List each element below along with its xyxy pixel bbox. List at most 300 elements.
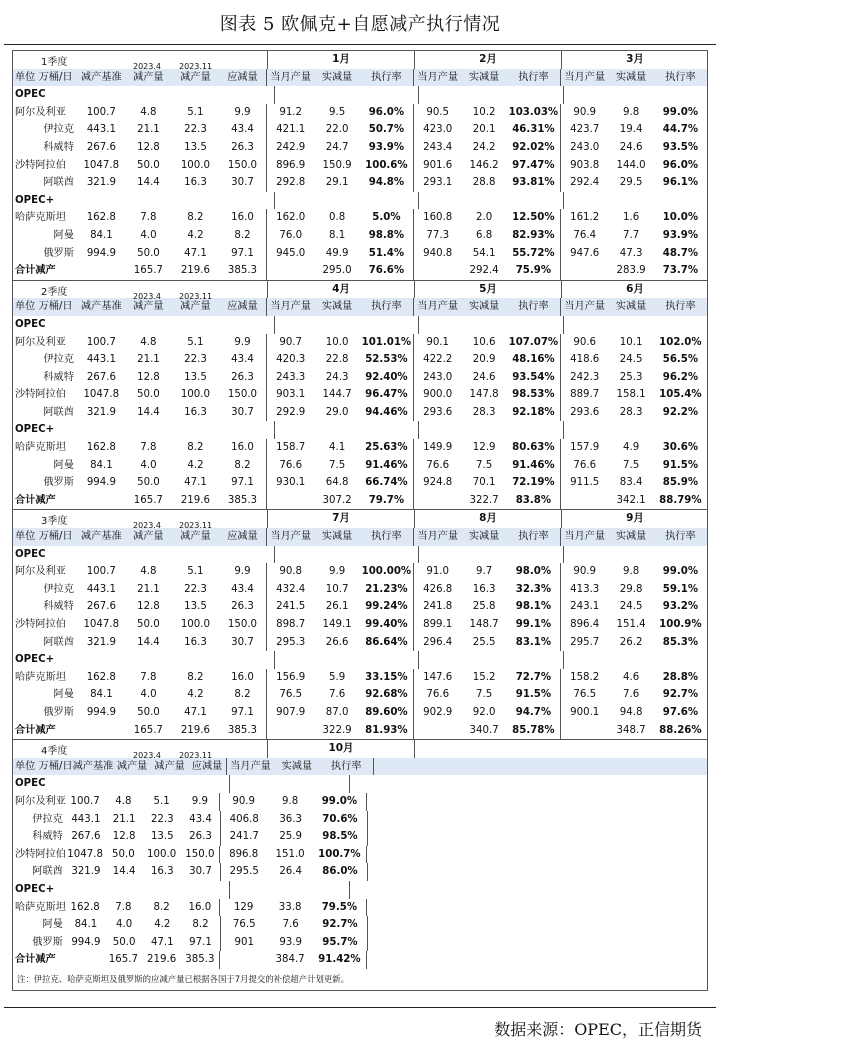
rate-value: 99.0%	[662, 566, 699, 578]
cut-2023-4-value: 7.8	[140, 442, 157, 454]
cut-2023-11-value: 13.5	[150, 831, 174, 843]
month-col-group	[274, 421, 418, 439]
section-label: OPEC	[15, 548, 46, 560]
rate-value: 72.7%	[515, 671, 552, 683]
actual-cut-value: 15.2	[472, 671, 496, 683]
month-label: 3月	[561, 51, 708, 69]
rate-value: 48.7%	[662, 247, 699, 259]
rate-value: 91.46%	[512, 459, 555, 471]
production-value: 406.8	[229, 813, 259, 825]
actual-cut-value: 7.5	[476, 689, 493, 701]
table-row	[13, 351, 707, 369]
blank-cell	[561, 722, 608, 740]
empty-area	[373, 758, 707, 776]
actual-cut-value: 24.5	[619, 601, 643, 613]
col-rate: 执行率	[518, 71, 549, 83]
actual-cut-value: 2.0	[475, 212, 493, 224]
cut-2023-4-value: 50.0	[137, 247, 160, 259]
actual-cut-value: 25.5	[472, 636, 496, 648]
production-value: 903.1	[276, 389, 306, 401]
month-col-group	[413, 598, 560, 616]
col-production: 当月产量	[564, 301, 606, 313]
due-value: 43.4	[231, 354, 254, 366]
month-col-group	[560, 298, 707, 316]
production-value: 889.7	[570, 389, 600, 401]
blank-cell	[220, 951, 267, 969]
blank-cell	[414, 722, 461, 740]
base-value: 994.9	[86, 247, 116, 259]
total-label: 合计减产	[15, 494, 56, 506]
col-production: 当月产量	[564, 531, 606, 543]
col-cut-2023-11: 减产量	[154, 760, 185, 772]
production-value: 157.9	[570, 442, 600, 454]
month-col-group	[266, 121, 413, 139]
month-col-group	[274, 651, 418, 669]
col-base: 减产基准	[80, 531, 122, 543]
month-col-group	[560, 245, 707, 263]
cut-2023-11-value: 4.2	[154, 919, 171, 931]
table-row	[13, 474, 707, 492]
due-value: 97.1	[231, 477, 254, 489]
actual-cut-value: 150.9	[322, 159, 352, 171]
month-col-group	[418, 651, 562, 669]
blank-cell	[80, 546, 129, 564]
month-col-group	[413, 634, 560, 652]
due-value: 16.0	[231, 442, 254, 454]
section-label: OPEC	[15, 89, 46, 101]
total-rate: 76.6%	[368, 265, 405, 277]
cut-2023-4-value: 50.0	[112, 848, 135, 860]
due-value: 8.2	[234, 229, 251, 241]
total-label: 合计减产	[15, 265, 56, 277]
country-name: 阿尔及利亚	[15, 566, 66, 578]
actual-cut-value: 7.6	[623, 689, 640, 701]
quarter-block	[12, 280, 708, 510]
production-value: 77.3	[426, 229, 450, 241]
rate-value: 107.07%	[508, 336, 559, 348]
total-rate: 79.7%	[368, 494, 405, 506]
col-due: 应减量	[227, 531, 258, 543]
actual-cut-value: 7.7	[623, 229, 640, 241]
cut-2023-11-value: 100.0	[180, 389, 210, 401]
blank-cell	[128, 651, 177, 669]
column-header-row	[13, 298, 707, 316]
due-value: 97.1	[231, 247, 254, 259]
empty-area	[366, 793, 707, 811]
month-col-group	[219, 846, 366, 864]
rate-value: 96.47%	[365, 389, 408, 401]
month-col-group	[266, 457, 413, 475]
actual-cut-value: 4.9	[622, 442, 640, 454]
quarter-header-row	[13, 510, 707, 531]
month-col-group	[274, 546, 418, 564]
cut-2023-4-value: 4.8	[115, 795, 132, 807]
col-rate: 执行率	[665, 71, 696, 83]
base-value: 84.1	[90, 229, 113, 241]
section-label: OPEC+	[15, 194, 55, 206]
empty-area	[414, 740, 855, 758]
due-value: 150.0	[185, 848, 215, 860]
col-production: 当月产量	[417, 71, 459, 83]
month-col-group	[560, 563, 707, 581]
month-col-group	[274, 316, 418, 334]
empty-area	[367, 934, 707, 952]
month-col-group	[560, 369, 707, 387]
due-value: 9.9	[234, 336, 251, 348]
month-col-group	[413, 121, 560, 139]
blank-cell	[226, 86, 275, 104]
col-cut-2023-4: 减产量	[133, 301, 164, 313]
production-value: 76.6	[573, 459, 597, 471]
actual-cut-value: 29.1	[325, 177, 349, 189]
table-row	[13, 669, 707, 687]
rate-value: 83.1%	[515, 636, 552, 648]
production-value: 930.1	[276, 477, 306, 489]
month-col-group	[266, 528, 413, 546]
rate-value: 102.0%	[659, 336, 702, 348]
total-label: 合计减产	[15, 954, 56, 966]
base-value: 994.9	[86, 477, 116, 489]
total-rate: 91.42%	[318, 954, 361, 966]
month-col-group	[413, 457, 560, 475]
table-row	[13, 811, 707, 829]
rate-value: 93.9%	[662, 229, 699, 241]
rate-value: 95.7%	[322, 936, 358, 948]
production-value: 91.2	[279, 106, 303, 118]
due-value: 9.9	[234, 106, 251, 118]
rate-value: 97.6%	[662, 706, 699, 718]
total-cut-2023-11: 219.6	[180, 494, 210, 506]
actual-cut-value: 26.1	[325, 601, 349, 613]
production-value: 90.6	[573, 336, 597, 348]
month-label: 10月	[267, 740, 414, 758]
month-col-group	[560, 686, 707, 704]
rate-value: 86.64%	[365, 636, 408, 648]
total-row	[13, 722, 707, 740]
table-row	[13, 457, 707, 475]
cut-2023-4-value: 4.0	[140, 459, 157, 471]
actual-cut-value: 10.6	[472, 336, 496, 348]
due-value: 8.2	[234, 689, 251, 701]
quarter-block	[12, 50, 708, 280]
month-col-group	[266, 351, 413, 369]
cut-2023-11-value: 8.2	[153, 901, 170, 913]
rate-value: 50.7%	[368, 124, 405, 136]
rate-value: 56.5%	[662, 354, 699, 366]
production-value: 129	[233, 901, 254, 913]
cut-2023-11-value: 100.0	[180, 159, 210, 171]
month-col-group	[413, 227, 560, 245]
rate-value: 30.6%	[662, 442, 699, 454]
production-value: 295.5	[229, 866, 259, 878]
col-rate: 执行率	[518, 301, 549, 313]
col-production: 当月产量	[417, 531, 459, 543]
total-row	[13, 951, 707, 969]
due-value: 26.3	[231, 601, 254, 613]
total-rate: 88.26%	[659, 724, 702, 736]
month-col-group	[266, 563, 413, 581]
total-cut-2023-4: 165.7	[108, 954, 138, 966]
col-rate: 执行率	[371, 531, 402, 543]
country-name: 阿曼	[53, 689, 74, 701]
blank-cell	[69, 881, 109, 899]
col-production: 当月产量	[270, 301, 312, 313]
col-due: 应减量	[227, 71, 258, 83]
production-value: 296.4	[423, 636, 453, 648]
table-row	[13, 916, 707, 934]
total-actual-cut: 283.9	[616, 265, 646, 277]
base-value: 267.6	[71, 831, 101, 843]
table-row	[13, 899, 707, 917]
col-actual-cut: 实减量	[615, 531, 647, 543]
production-value: 903.8	[570, 159, 600, 171]
month-col-group	[560, 616, 707, 634]
production-value: 418.6	[570, 354, 600, 366]
production-value: 90.5	[426, 106, 450, 118]
month-col-group	[563, 192, 707, 210]
empty-area	[367, 828, 707, 846]
due-value: 150.0	[227, 619, 258, 630]
total-cut-2023-11: 219.6	[180, 265, 210, 277]
base-value: 84.1	[90, 689, 113, 701]
base-value: 162.8	[86, 212, 116, 224]
col-rate: 执行率	[371, 71, 402, 83]
month-col-group	[219, 793, 366, 811]
month-col-group	[560, 581, 707, 599]
country-name: 科威特	[43, 601, 74, 613]
base-value: 321.9	[86, 636, 116, 648]
production-value: 924.8	[423, 477, 453, 489]
rate-value: 97.47%	[512, 159, 555, 171]
actual-cut-value: 158.1	[616, 389, 646, 401]
cut-2023-11-value: 22.3	[150, 813, 174, 825]
month-col-group	[413, 262, 560, 280]
actual-cut-value: 24.5	[619, 354, 643, 366]
month-col-group	[560, 121, 707, 139]
due-value: 16.0	[188, 901, 212, 913]
blank-cell	[177, 86, 226, 104]
country-name: 阿尔及利亚	[15, 106, 66, 118]
col-actual-cut: 实减量	[615, 301, 647, 313]
month-headers	[267, 281, 708, 299]
month-col-group	[220, 916, 367, 934]
section-row	[13, 86, 707, 104]
table-row	[13, 121, 707, 139]
cut-2023-4-value: 7.8	[140, 671, 157, 683]
month-col-group	[266, 404, 413, 422]
month-col-group	[413, 474, 560, 492]
rate-value: 92.2%	[662, 406, 699, 418]
actual-cut-value: 151.4	[616, 619, 646, 630]
col-rate: 执行率	[665, 301, 696, 313]
rate-value: 103.03%	[508, 106, 559, 118]
col-base: 减产基准	[72, 760, 114, 772]
cut-2023-11-value: 16.3	[184, 406, 207, 418]
month-col-group	[274, 192, 418, 210]
total-actual-cut: 384.7	[275, 954, 305, 966]
quarter-header-row	[13, 51, 707, 69]
country-name: 阿曼	[53, 459, 74, 471]
actual-cut-value: 22.8	[325, 354, 349, 366]
month-col-group	[560, 439, 707, 457]
base-value: 267.6	[86, 141, 116, 153]
blank-cell	[226, 651, 275, 669]
month-col-group	[560, 474, 707, 492]
empty-area	[367, 811, 707, 829]
production-value: 947.6	[570, 247, 600, 259]
unit-label: 单位 万桶/日	[15, 760, 73, 772]
rate-value: 93.54%	[512, 371, 555, 383]
month-col-group	[560, 598, 707, 616]
cut-2023-11-value: 13.5	[184, 141, 207, 153]
actual-cut-value: 20.9	[472, 354, 496, 366]
country-name: 哈萨克斯坦	[15, 671, 66, 683]
production-value: 896.8	[229, 848, 259, 860]
actual-cut-value: 149.1	[322, 619, 352, 630]
production-value: 76.6	[426, 689, 450, 701]
cut-2023-11-value: 100.0	[180, 619, 210, 630]
base-value: 267.6	[86, 601, 116, 613]
month-col-group	[560, 174, 707, 192]
blank-cell	[177, 421, 226, 439]
actual-cut-value: 70.1	[472, 477, 496, 489]
actual-cut-value: 25.8	[472, 601, 496, 613]
due-value: 26.3	[231, 141, 254, 153]
col-cut-2023-4: 减产量	[133, 71, 164, 83]
country-name: 科威特	[43, 141, 74, 153]
base-value: 321.9	[86, 406, 116, 418]
month-col-group	[563, 421, 707, 439]
section-row	[13, 192, 707, 210]
actual-cut-value: 9.9	[328, 566, 346, 578]
actual-cut-value: 64.8	[325, 477, 349, 489]
production-value: 421.1	[276, 124, 306, 136]
base-value: 84.1	[90, 459, 113, 471]
rate-value: 93.2%	[662, 601, 699, 613]
actual-cut-value: 7.5	[329, 459, 346, 471]
section-row	[13, 775, 707, 793]
section-row	[13, 316, 707, 334]
month-col-group	[560, 386, 707, 404]
month-headers	[267, 740, 855, 758]
blank-cell	[66, 951, 104, 969]
month-col-group	[413, 298, 560, 316]
due-value: 8.2	[192, 919, 209, 931]
month-col-group	[266, 686, 413, 704]
cut-2023-4-value: 14.4	[137, 177, 160, 189]
rate-value: 100.7%	[318, 848, 361, 860]
rate-value: 99.24%	[365, 601, 408, 613]
actual-cut-value: 93.9	[279, 936, 303, 948]
country-name: 哈萨克斯坦	[15, 212, 66, 224]
col-due: 应减量	[227, 301, 258, 313]
total-cut-2023-4: 165.7	[133, 494, 163, 506]
month-col-group	[413, 245, 560, 263]
title-rule	[4, 44, 716, 45]
table-row	[13, 227, 707, 245]
due-value: 150.0	[227, 389, 258, 401]
total-actual-cut: 342.1	[616, 494, 646, 506]
month-col-group	[220, 828, 367, 846]
country-name: 俄罗斯	[43, 247, 74, 259]
col-actual-cut: 实减量	[321, 301, 353, 313]
month-col-group	[266, 598, 413, 616]
production-value: 901	[234, 936, 254, 948]
total-actual-cut: 322.9	[322, 724, 352, 736]
month-col-group	[560, 262, 707, 280]
cut-2023-4-value: 12.8	[112, 831, 136, 843]
actual-cut-value: 144.0	[616, 159, 646, 171]
due-value: 26.3	[189, 831, 212, 843]
date-label: 2023.4	[133, 521, 161, 531]
table-row	[13, 386, 707, 404]
month-col-group	[220, 811, 367, 829]
blank-cell	[80, 316, 129, 334]
production-value: 426.8	[423, 583, 453, 595]
actual-cut-value: 26.2	[619, 636, 643, 648]
table-row	[13, 404, 707, 422]
rate-value: 94.7%	[515, 706, 552, 718]
production-value: 90.1	[426, 336, 450, 348]
rate-value: 91.5%	[515, 689, 552, 701]
actual-cut-value: 12.9	[472, 442, 496, 454]
cut-2023-11-value: 16.3	[150, 866, 174, 878]
production-value: 241.8	[423, 601, 453, 613]
section-row	[13, 651, 707, 669]
quarter-label: 2季度	[41, 286, 68, 298]
actual-cut-value: 24.3	[325, 371, 349, 383]
cut-2023-4-value: 50.0	[137, 389, 160, 401]
empty-area	[366, 951, 707, 969]
actual-cut-value: 24.2	[472, 141, 496, 153]
rate-value: 98.1%	[515, 601, 552, 613]
actual-cut-value: 10.0	[325, 336, 349, 348]
actual-cut-value: 24.6	[472, 371, 496, 383]
empty-area	[349, 775, 707, 793]
production-value: 900.0	[423, 389, 453, 401]
cut-2023-11-value: 16.3	[184, 177, 207, 189]
actual-cut-value: 19.4	[619, 124, 643, 136]
actual-cut-value: 148.7	[469, 619, 499, 630]
production-value: 420.3	[276, 354, 306, 366]
date-label: 2023.4	[133, 62, 161, 71]
rate-value: 100.00%	[361, 566, 412, 578]
due-value: 8.2	[234, 459, 251, 471]
actual-cut-value: 26.4	[279, 866, 303, 878]
section-row	[13, 421, 707, 439]
actual-cut-value: 147.8	[469, 389, 499, 401]
rate-value: 99.1%	[515, 619, 552, 630]
blank-cell	[69, 775, 109, 793]
cut-2023-4-value: 4.0	[116, 919, 133, 931]
cut-2023-4-value: 21.1	[137, 354, 160, 366]
country-name: 伊拉克	[43, 354, 74, 366]
production-value: 295.3	[276, 636, 306, 648]
production-value: 898.7	[276, 619, 306, 630]
month-col-group	[418, 192, 562, 210]
table-row	[13, 863, 707, 881]
rate-value: 91.5%	[662, 459, 699, 471]
col-production: 当月产量	[230, 760, 271, 772]
rate-value: 85.9%	[662, 477, 699, 489]
month-col-group	[560, 351, 707, 369]
cut-2023-11-value: 16.3	[184, 636, 207, 648]
due-value: 16.0	[231, 212, 254, 224]
data-source: 数据来源：OPEC，正信期货	[494, 1020, 702, 1039]
country-name: 阿曼	[53, 229, 74, 241]
cut-2023-11-value: 47.1	[184, 247, 207, 259]
quarter-label: 1季度	[41, 57, 68, 68]
